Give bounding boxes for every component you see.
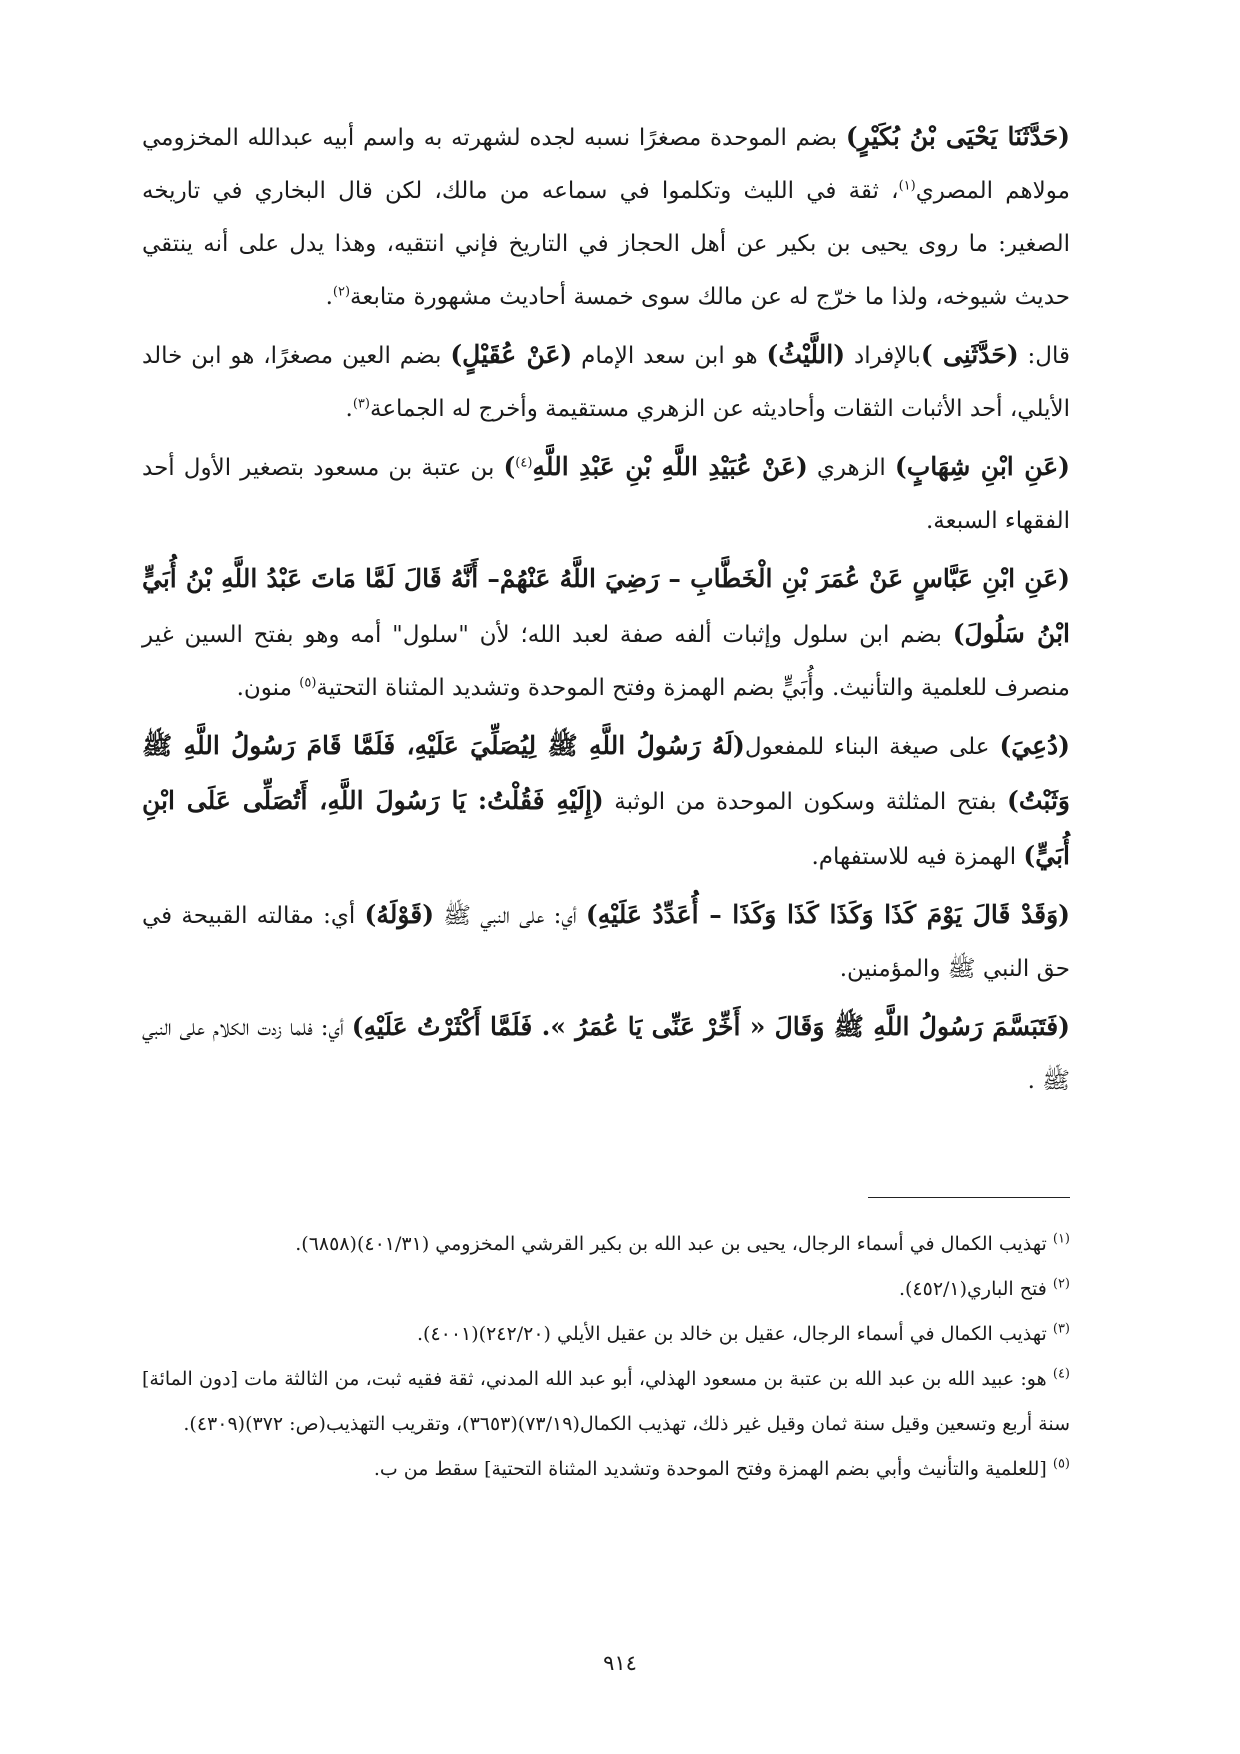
commentary-text: قال: <box>1018 343 1070 369</box>
footnote-item <box>142 1357 1070 1447</box>
hadith-text: ) <box>503 452 516 481</box>
commentary-text: بفتح المثلثة وسكون الموحدة من الوثبة <box>603 789 1008 815</box>
footnote-ref[interactable]: (١) <box>898 178 916 194</box>
hadith-text: (عَنِ ابْنِ شِهَابٍ) <box>894 452 1070 481</box>
footnote-text: هو: عبيد الله بن عبد الله بن عتبة بن مسعود الهذلي، أبو عبد الله المدني، ثقة فقيه ثبت، من الثالثة مات [دون المائة] سنة أربع وتسعين وقيل سنة ثمان وقيل غير ذلك، تهذيب الكمال(٧٣/١٩)(٣٦٥٣)، وتقريب التهذيب(ص: ٣٧٢)(٤٣٠٩). <box>142 1368 1070 1435</box>
footnote-text: تهذيب الكمال في أسماء الرجال، يحيى بن عبد الله بن بكير القرشي المخزومي (٤٠١/٣١)(٦٨٥٨). <box>295 1233 1047 1255</box>
commentary-text: . <box>325 284 333 310</box>
paragraph-5 <box>142 719 1070 884</box>
footnote-ref[interactable]: (٢) <box>332 284 351 300</box>
hadith-text: (اللَّيْثُ) <box>766 340 846 369</box>
commentary-text: بضم ابن سلول وإثبات ألفه صفة لعبد الله؛ لأن "سلول" أمه وهو بفتح السين غير منصرف للعلمية والتأنيث. وأُبَيٍّ بضم الهمزة وفتح الموحدة وتشديد المثناة التحتية <box>142 622 1070 701</box>
page-number: ٩١٤ <box>603 1651 637 1675</box>
footnote-separator <box>868 1197 1070 1198</box>
hadith-text: (فَتَبَسَّمَ رَسُولُ اللَّهِ ﷺ وَقَالَ « أَخِّرْ عَنِّى يَا عُمَرُ ». فَلَمَّا أَكْثَرْتُ عَلَيْهِ) <box>351 1012 1071 1041</box>
hadith-text: (عَنْ عُقَيْلٍ) <box>450 340 573 369</box>
commentary-text: بالإفراد <box>845 343 921 369</box>
footnote-ref[interactable]: (٣) <box>352 396 370 412</box>
footnote-item <box>142 1222 1070 1267</box>
paragraph-7 <box>142 1000 1070 1108</box>
footnote-text: تهذيب الكمال في أسماء الرجال، عقيل بن خالد بن عقيل الأيلي (٢٤٢/٢٠)(٤٠٠١). <box>416 1323 1047 1345</box>
commentary-text: . <box>345 396 353 422</box>
hadith-text: (حَدَّثَنِى ) <box>920 340 1019 369</box>
footnote-number: (٤) <box>1052 1366 1070 1382</box>
paragraph-2 <box>142 328 1070 436</box>
footnote-text: [للعلمية والتأنيث وأبي بضم الهمزة وفتح الموحدة وتشديد المثناة التحتية] سقط من ب. <box>373 1458 1047 1480</box>
paragraph-3 <box>142 440 1070 548</box>
footnote-item <box>142 1447 1070 1492</box>
commentary-text: الهمزة فيه للاستفهام. <box>811 844 1024 870</box>
commentary-text: ، ثقة في الليث وتكلموا في سماعه من مالك، لكن قال البخاري في تاريخه الصغير: ما روى يحيى بن بكير عن أهل الحجاز في التاريخ فإني انتقيه، وهذا يدل على أنه ينتقي حديث شيوخه، ولذا ما خرّج له عن مالك سوى خمسة أحاديث مشهورة متابعة <box>142 178 1070 310</box>
footnotes <box>142 1222 1070 1492</box>
hadith-text: (عَنِ ابْنِ عَبَّاسٍ عَنْ عُمَرَ بْنِ الْخَطَّابِ – رَضِيَ اللَّهُ عَنْهُمْ– أَنَّهُ قَالَ لَمَّا مَاتَ عَبْدُ اللَّهِ بْنُ أُبَيٍّ ابْنُ سَلُولَ) <box>142 564 1070 648</box>
footnote-ref[interactable]: (٤) <box>515 455 533 471</box>
commentary-text: على صيغة البناء للمفعول <box>744 734 1000 760</box>
commentary-text: أي: فلما زدت الكلام على النبي ﷺ . <box>142 1015 1070 1094</box>
commentary-text: أي: مقالته القبيحة في حق النبي ﷺ والمؤمنين. <box>142 903 1070 982</box>
paragraph-1 <box>142 110 1070 324</box>
commentary-text: الزهري <box>807 455 895 481</box>
hadith-text: (حَدَّثَنَا يَحْيَى بْنُ بُكَيْرٍ) <box>845 122 1070 151</box>
commentary-text: هو ابن سعد الإمام <box>572 343 767 369</box>
footnote-number: (٥) <box>1052 1456 1070 1472</box>
hadith-text: (وَقَدْ قَالَ يَوْمَ كَذَا وَكَذَا كَذَا وَكَذَا – أُعَدِّدُ عَلَيْهِ) <box>585 900 1070 929</box>
footnote-item <box>142 1267 1070 1312</box>
footnote-number: (٣) <box>1052 1321 1070 1337</box>
commentary-text: بضم الموحدة مصغرًا نسبه لجده لشهرته به واسم أبيه عبدالله المخزومي مولاهم المصري <box>142 125 1070 204</box>
footnote-ref[interactable]: (٥) <box>299 675 317 691</box>
hadith-text: (دُعِيَ) <box>999 731 1070 760</box>
hadith-text: (لَهُ رَسُولُ اللَّهِ ﷺ لِيُصَلِّيَ عَلَيْهِ، فَلَمَّا قَامَ رَسُولُ اللَّهِ ﷺ وَثَبْتُ) <box>142 731 1070 815</box>
main-text <box>142 110 1070 1112</box>
commentary-text: منون. <box>236 675 300 701</box>
footnote-number: (١) <box>1052 1231 1070 1247</box>
footnote-number: (٢) <box>1052 1276 1070 1292</box>
footnote-item <box>142 1312 1070 1357</box>
commentary-text: أي: على النبي ﷺ <box>434 903 586 929</box>
hadith-text: (إِلَيْهِ فَقُلْتُ: يَا رَسُولَ اللَّهِ، أَتُصَلِّى عَلَى ابْنِ أُبَيٍّ) <box>142 786 1070 870</box>
paragraph-6 <box>142 888 1070 996</box>
paragraph-4 <box>142 552 1070 715</box>
commentary-text: بضم العين مصغرًا، هو ابن خالد الأيلي، أحد الأثبات الثقات وأحاديثه عن الزهري مستقيمة وأخرج له الجماعة <box>142 343 1070 422</box>
commentary-text: بن عتبة بن مسعود بتصغير الأول أحد الفقهاء السبعة. <box>142 455 1070 534</box>
footnote-text: فتح الباري(٤٥٢/١). <box>898 1278 1047 1300</box>
hadith-text: (عَنْ عُبَيْدِ اللَّهِ بْنِ عَبْدِ اللَّهِ <box>532 452 808 481</box>
hadith-text: (قَوْلَهُ) <box>364 900 435 929</box>
